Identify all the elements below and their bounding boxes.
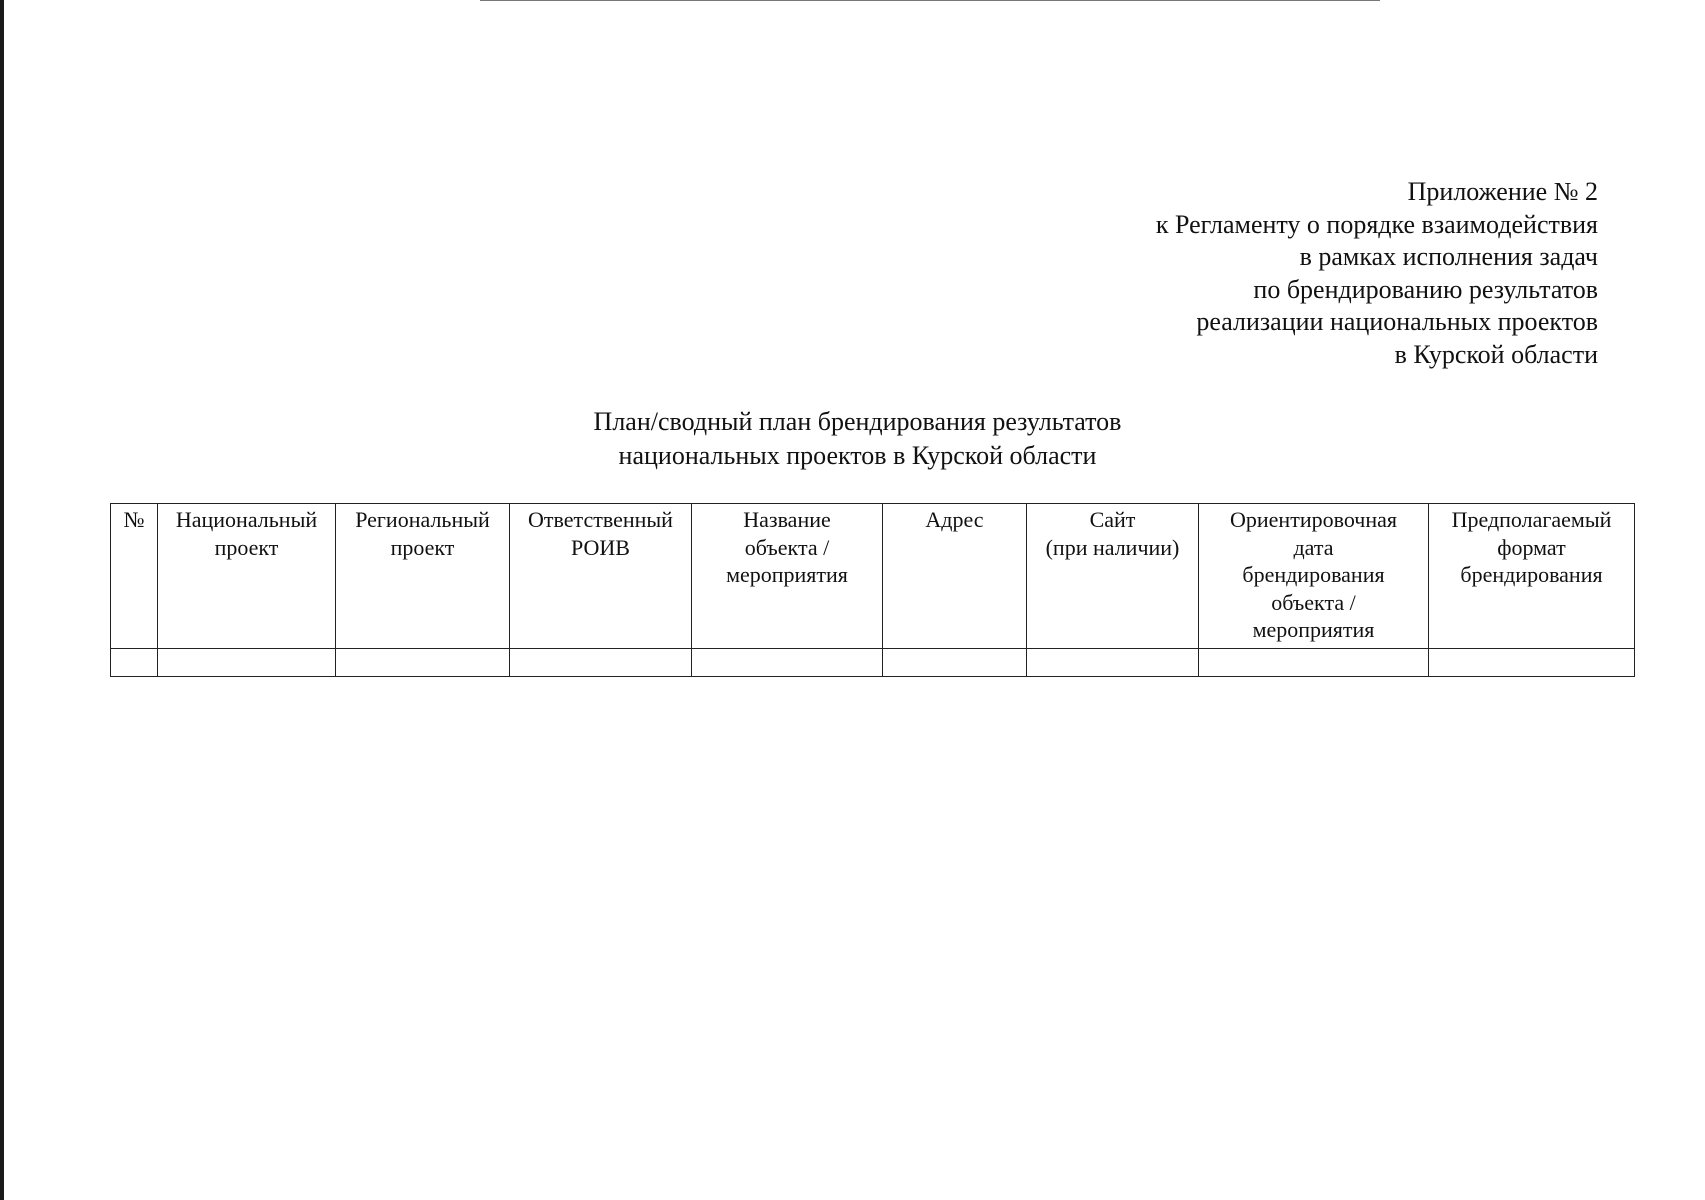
table-cell [692,649,883,677]
table-row [111,649,1635,677]
title-line: национальных проектов в Курской области [618,441,1097,470]
table-cell [111,649,158,677]
header-website: Сайт (при наличии) [1027,504,1199,649]
header-address: Адрес [883,504,1027,649]
appendix-line: в рамках исполнения задач [1299,242,1598,271]
document-title [110,405,1605,473]
header-object-name: Название объекта / мероприятия [692,504,883,649]
header-number: № [111,504,158,649]
appendix-line: к Регламенту о порядке взаимодействия [1155,209,1598,239]
table-cell [1199,649,1429,677]
header-national-project: Национальный проект [158,504,336,649]
title-line: План/сводный план брендирования результатов [593,407,1122,436]
header-regional-project: Региональный проект [336,504,510,649]
appendix-line: Приложение № 2 [1407,177,1598,206]
table-cell [336,649,510,677]
table-cell [1429,649,1635,677]
header-branding-date: Ориентировочная дата брендирования объекта / мероприятия [1199,504,1429,649]
branding-plan-table [110,503,1635,677]
table-cell [158,649,336,677]
scan-top-edge [480,0,1380,1]
table-header-row [111,504,1635,649]
appendix-line: реализации национальных проектов [1196,307,1598,336]
table-cell [883,649,1027,677]
appendix-note [898,176,1598,371]
header-branding-format: Предполагаемый формат брендирования [1429,504,1635,649]
appendix-line: по брендированию результатов [1253,274,1598,304]
table-cell [510,649,692,677]
appendix-line: в Курской области [1394,339,1598,369]
header-responsible-roiv: Ответственный РОИВ [510,504,692,649]
scan-left-edge [0,0,4,1200]
table-cell [1027,649,1199,677]
